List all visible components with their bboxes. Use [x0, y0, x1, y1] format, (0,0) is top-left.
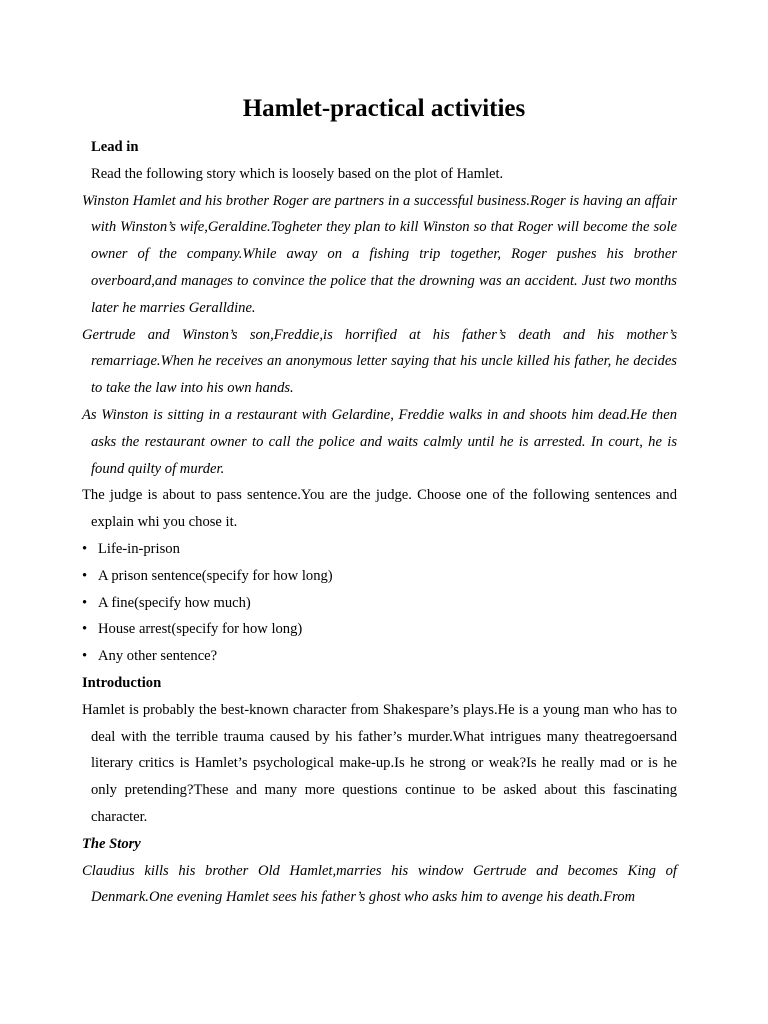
sentence-option — [82, 616, 677, 643]
bullet-icon: • — [82, 621, 88, 638]
sentence-option — [82, 643, 677, 670]
lead-in-intro: Read the following story which is loosely based on the plot of Hamlet. — [91, 165, 504, 182]
sentence-option — [82, 563, 677, 590]
bullet-icon: • — [82, 540, 88, 557]
lead-in-heading: Lead in — [91, 139, 139, 155]
bullet-icon: • — [82, 648, 88, 665]
sentence-options-list — [82, 536, 677, 670]
sentence-option — [82, 536, 677, 563]
the-story-heading: The Story — [82, 835, 141, 852]
sentence-option-label: Any other sentence? — [98, 648, 218, 665]
introduction-text: Hamlet is probably the best-known character from Shakespare’s plays.He is a young man who has to deal with the terrible trauma caused by his father’s murder.What intrigues many theatregoersand literary critics is Hamlet’s psychological make-up.Is he strong or weak?Is he really mad or is he only pretending?These and many more questions continue to be asked about this fascinating character. — [82, 701, 677, 825]
document-body — [82, 134, 677, 911]
story-paragraph-3: As Winston is sitting in a restaurant with Gelardine, Freddie walks in and shoots him dead.He then asks the restaurant owner to call the police and waits calmly until he is arrested. In court, he is found quilty of murder. — [82, 406, 677, 477]
introduction-heading: Introduction — [82, 674, 162, 691]
sentence-option-label: A fine(specify how much) — [98, 594, 251, 611]
sentence-option — [82, 590, 677, 617]
bullet-icon: • — [82, 567, 88, 584]
sentence-option-label: House arrest(specify for how long) — [98, 621, 303, 638]
bullet-icon: • — [82, 594, 88, 611]
judge-task: The judge is about to pass sentence.You are the judge. Choose one of the following sentences and explain whi you chose it. — [82, 487, 677, 531]
sentence-option-label: A prison sentence(specify for how long) — [98, 567, 333, 584]
story-paragraph-1: Winston Hamlet and his brother Roger are partners in a successful business.Roger is having an affair with Winston’s wife,Geraldine.Togheter they plan to kill Winston so that Roger will become the sole owner of the company.While away on a fishing trip together, Roger pushes his brother overboard,and manages to convince the police that the drowning was an accident. Just two months later he marries Geralldine. — [82, 192, 677, 316]
story-paragraph-2: Gertrude and Winston’s son,Freddie,is horrified at his father’s death and his mother’s remarriage.When he receives an anonymous letter saying that his uncle killed his father, he decides to take the law into his own hands. — [82, 326, 677, 397]
the-story-text: Claudius kills his brother Old Hamlet,marries his window Gertrude and becomes King of Denmark.One evening Hamlet sees his father’s ghost who asks him to avenge his death.From — [82, 862, 677, 906]
sentence-option-label: Life-in-prison — [98, 540, 180, 557]
document-title: Hamlet-practical activities — [242, 95, 526, 122]
